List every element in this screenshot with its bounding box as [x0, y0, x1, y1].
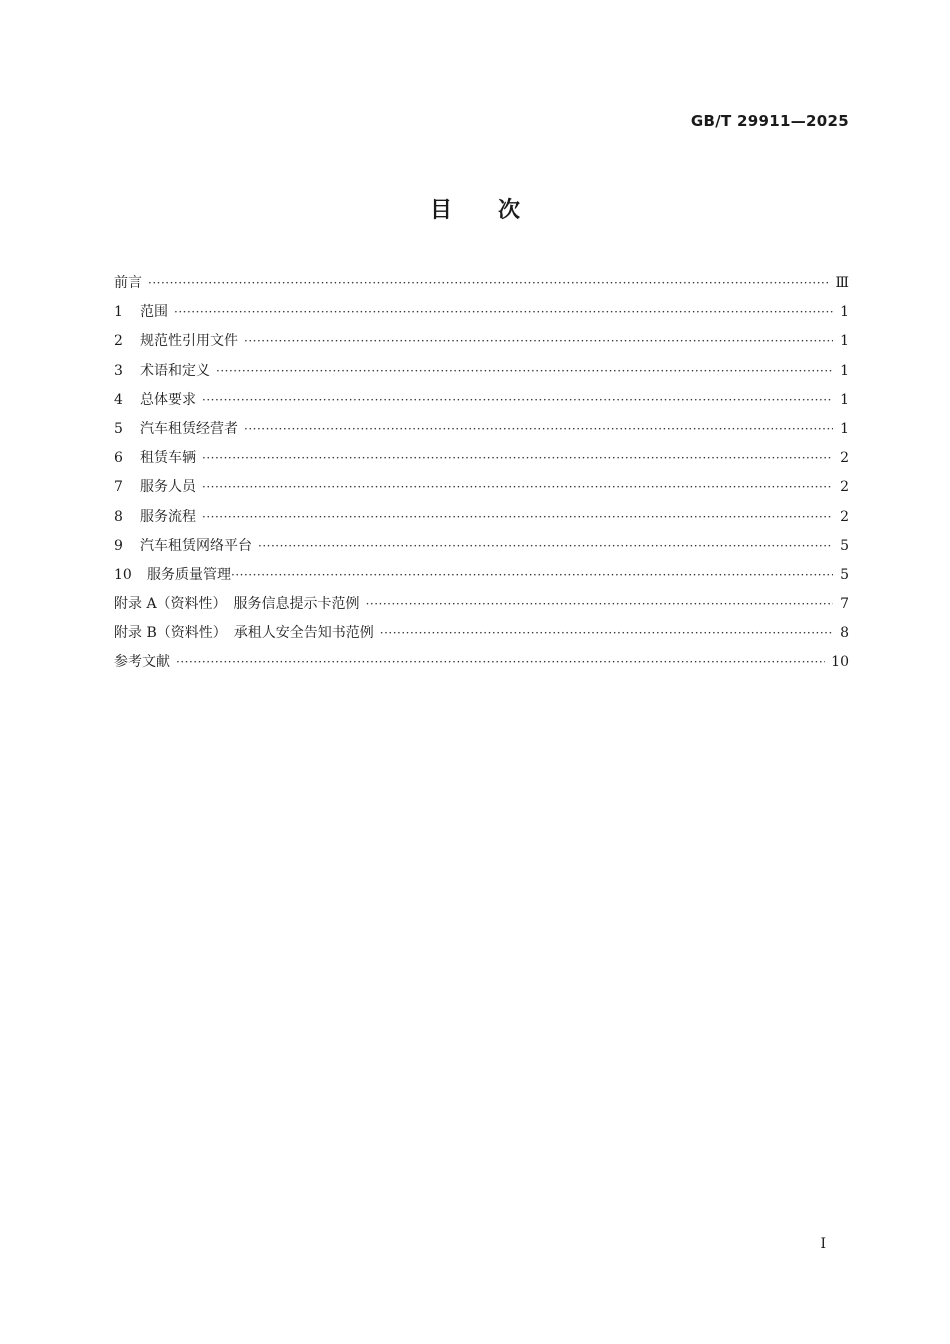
toc-leader-dots — [216, 364, 833, 378]
toc-entry-label: 服务质量管理 — [147, 566, 231, 583]
toc-entry-page: 1 — [840, 333, 849, 350]
toc-entry-service-process[interactable] — [114, 506, 849, 535]
toc-entry-label: 租赁车辆 — [140, 450, 196, 467]
toc-entry-number: 3 — [114, 362, 123, 379]
toc-entry-label: 前言 — [114, 275, 142, 291]
toc-entry-page: 1 — [840, 362, 849, 379]
toc-entry-page: Ⅲ — [835, 275, 849, 291]
toc-leader-dots — [380, 626, 833, 640]
toc-entry-number: 2 — [114, 333, 123, 350]
toc-entry-number: 5 — [114, 420, 123, 437]
toc-entry-online-platform[interactable] — [114, 535, 849, 564]
toc-entry-vehicles[interactable] — [114, 447, 849, 476]
toc-entry-foreword[interactable] — [114, 272, 849, 301]
toc-entry-annex-b[interactable] — [114, 622, 849, 651]
toc-entry-page: 1 — [840, 304, 849, 321]
toc-entry-bibliography[interactable] — [114, 651, 849, 680]
toc-entry-page: 1 — [840, 420, 849, 437]
toc-entry-page: 8 — [840, 625, 849, 642]
toc-entry-page: 5 — [840, 566, 849, 583]
toc-entry-general-requirements[interactable] — [114, 389, 849, 418]
toc-leader-dots — [244, 334, 833, 348]
toc-leader-dots — [244, 422, 833, 436]
toc-entry-number: 4 — [114, 391, 123, 408]
toc-entry-page: 1 — [840, 391, 849, 408]
toc-entry-label: 术语和定义 — [140, 362, 210, 379]
toc-entry-label: 附录 B（资料性） 承租人安全告知书范例 — [114, 625, 374, 642]
standard-code: GB/T 29911—2025 — [690, 112, 849, 130]
toc-entry-service-staff[interactable] — [114, 476, 849, 505]
page-number: I — [820, 1236, 826, 1252]
toc-leader-dots — [202, 510, 833, 524]
toc-leader-dots — [202, 451, 833, 465]
toc-entry-scope[interactable] — [114, 301, 849, 330]
toc-entry-label: 汽车租赁网络平台 — [140, 537, 252, 554]
toc-entry-quality-management[interactable] — [114, 564, 849, 593]
table-of-contents — [114, 272, 849, 681]
toc-leader-dots — [258, 539, 833, 553]
toc-entry-label: 范围 — [140, 304, 168, 321]
toc-entry-number: 6 — [114, 450, 123, 467]
toc-leader-dots — [202, 480, 833, 494]
toc-leader-dots — [176, 655, 825, 669]
toc-entry-label: 总体要求 — [140, 391, 196, 408]
toc-entry-page: 10 — [831, 654, 849, 671]
toc-entry-normative-references[interactable] — [114, 330, 849, 359]
toc-entry-number: 1 — [114, 304, 123, 321]
toc-entry-page: 2 — [840, 450, 849, 467]
toc-leader-dots — [366, 597, 833, 611]
toc-leader-dots — [231, 568, 833, 582]
toc-leader-dots — [174, 305, 833, 319]
toc-entry-page: 5 — [840, 537, 849, 554]
toc-entry-number: 10 — [114, 566, 132, 583]
toc-entry-operator[interactable] — [114, 418, 849, 447]
page-title: 目次 — [429, 198, 566, 223]
toc-entry-label: 服务流程 — [140, 508, 196, 525]
toc-entry-label: 服务人员 — [140, 479, 196, 496]
toc-entry-label: 规范性引用文件 — [140, 333, 238, 350]
toc-entry-number: 8 — [114, 508, 123, 525]
toc-entry-page: 2 — [840, 479, 849, 496]
toc-entry-annex-a[interactable] — [114, 593, 849, 622]
toc-entry-terms[interactable] — [114, 360, 849, 389]
toc-entry-number: 7 — [114, 479, 123, 496]
toc-entry-page: 2 — [840, 508, 849, 525]
toc-entry-label: 参考文献 — [114, 654, 170, 671]
toc-entry-page: 7 — [840, 596, 849, 613]
toc-entry-label: 汽车租赁经营者 — [140, 420, 238, 437]
toc-entry-label: 附录 A（资料性） 服务信息提示卡范例 — [114, 596, 360, 613]
toc-entry-number: 9 — [114, 537, 123, 554]
toc-leader-dots — [148, 276, 829, 290]
toc-leader-dots — [202, 393, 833, 407]
